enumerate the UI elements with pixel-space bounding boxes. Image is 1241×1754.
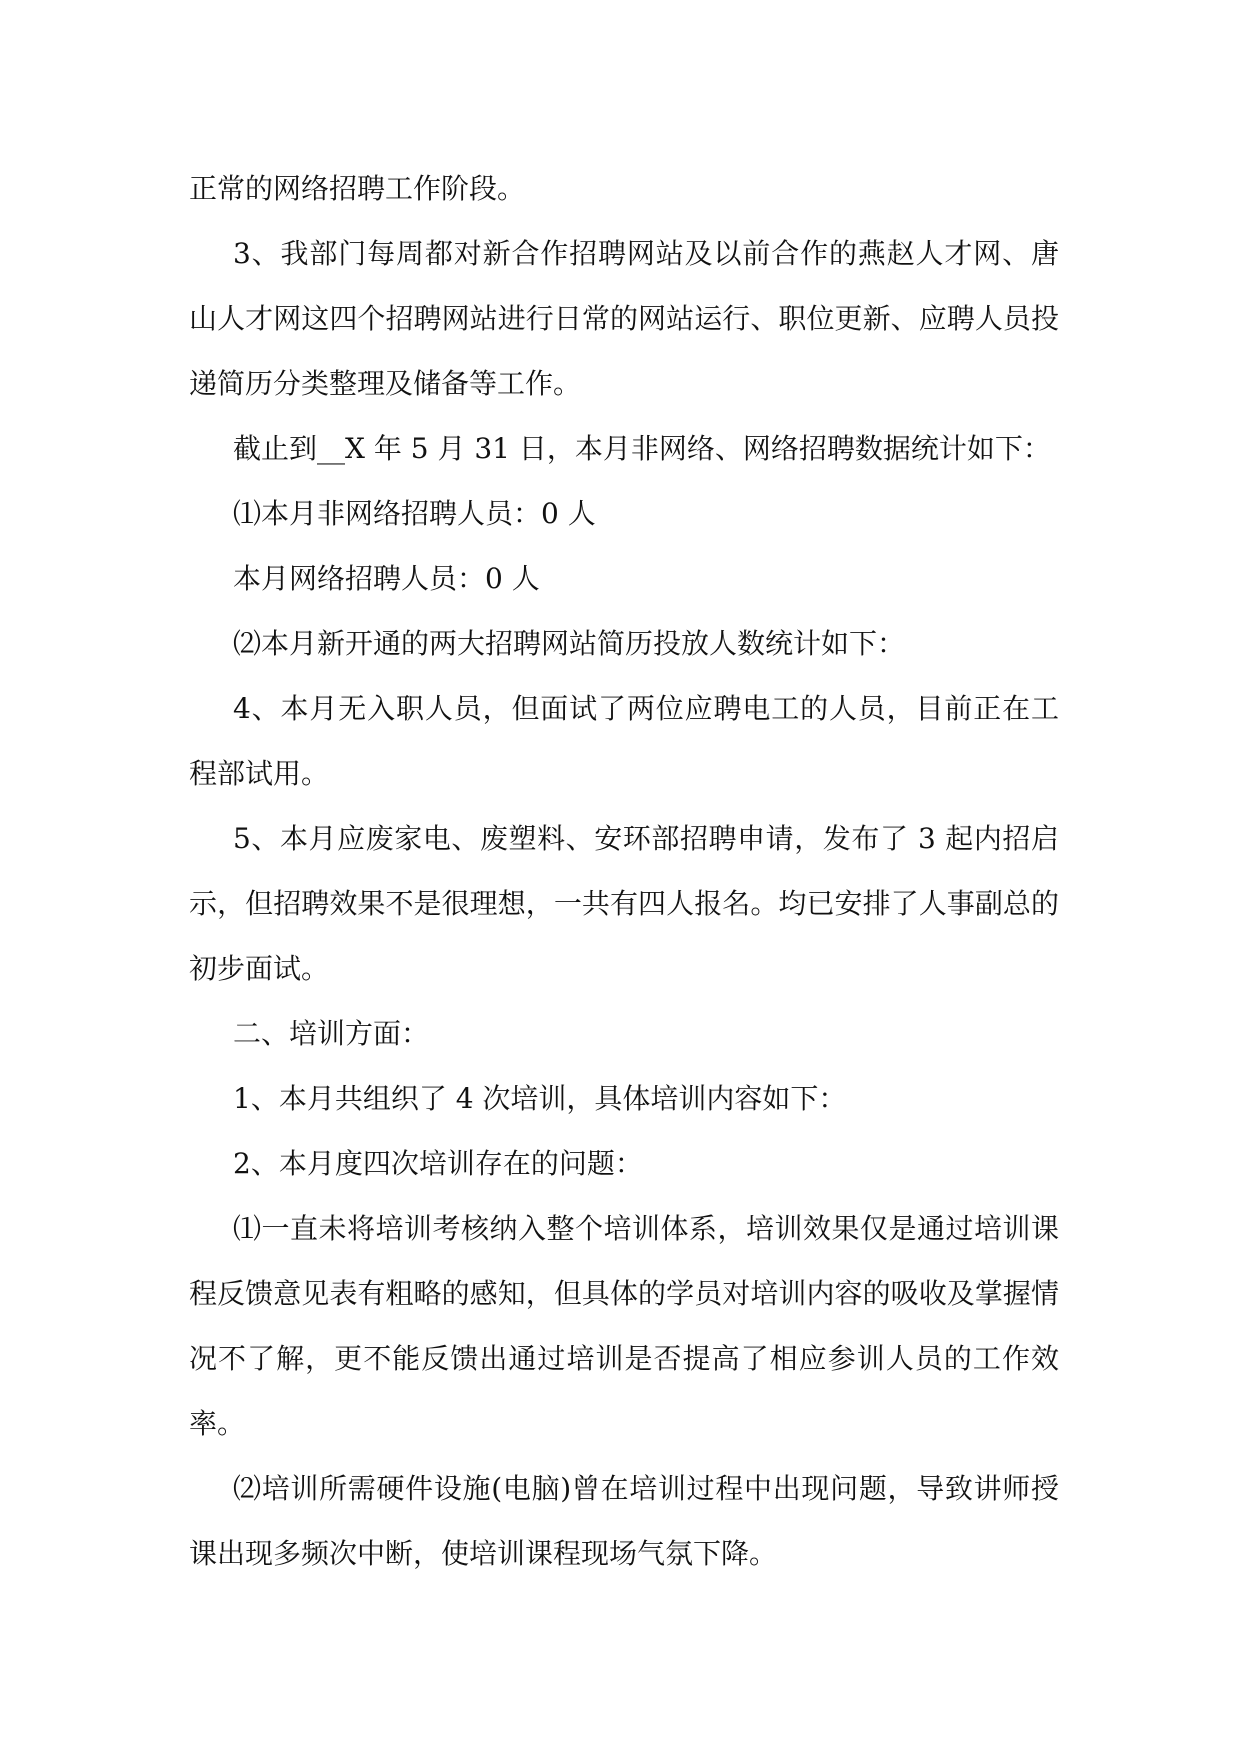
paragraph-12: ⑴一直未将培训考核纳入整个培训体系，培训效果仅是通过培训课程反馈意见表有粗略的感知，但具体的学员对培训内容的吸收及掌握情况不了解，更不能反馈出通过培训是否提高了相应参训人员的工作效率。	[189, 1212, 1059, 1440]
section-heading-training: 二、培训方面：	[233, 1017, 430, 1050]
paragraph-8: 5、本月应废家电、废塑料、安环部招聘申请，发布了 3 起内招启示，但招聘效果不是很理想，一共有四人报名。均已安排了人事副总的初步面试。	[189, 822, 1059, 985]
paragraph-4: ⑴本月非网络招聘人员：0 人	[233, 497, 596, 530]
paragraph-2: 3、我部门每周都对新合作招聘网站及以前合作的燕赵人才网、唐山人才网这四个招聘网站进行日常的网站运行、职位更新、应聘人员投递简历分类整理及储备等工作。	[189, 237, 1059, 400]
paragraph-3: 截止到__X 年 5 月 31 日，本月非网络、网络招聘数据统计如下：	[233, 432, 1051, 465]
paragraph-6: ⑵本月新开通的两大招聘网站简历投放人数统计如下：	[233, 627, 906, 660]
document-body	[189, 156, 1059, 1586]
paragraph-11: 2、本月度四次培训存在的问题：	[233, 1147, 643, 1180]
paragraph-13: ⑵培训所需硬件设施(电脑)曾在培训过程中出现问题，导致讲师授课出现多频次中断，使培训课程现场气氛下降。	[189, 1472, 1059, 1570]
paragraph-10: 1、本月共组织了 4 次培训，具体培训内容如下：	[233, 1082, 847, 1115]
paragraph-5: 本月网络招聘人员：0 人	[233, 562, 540, 595]
paragraph-7: 4、本月无入职人员，但面试了两位应聘电工的人员，目前正在工程部试用。	[189, 692, 1059, 790]
paragraph-1: 正常的网络招聘工作阶段。	[189, 172, 526, 205]
